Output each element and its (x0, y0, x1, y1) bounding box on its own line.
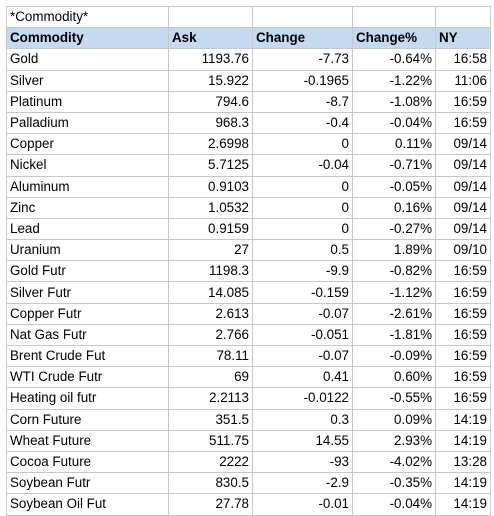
header-change-percent[interactable]: Change% (353, 28, 436, 49)
table-row (7, 303, 491, 324)
change-percent-cell[interactable]: 0.60% (353, 367, 436, 388)
change-percent-cell[interactable]: -1.08% (353, 91, 436, 112)
ny-time-cell[interactable]: 09/14 (436, 176, 491, 197)
change-cell[interactable]: 14.55 (253, 430, 353, 451)
change-cell[interactable]: -0.04 (253, 155, 353, 176)
table-row (7, 91, 491, 112)
change-cell[interactable]: -0.0122 (253, 388, 353, 409)
commodity-name-cell[interactable]: Palladium (7, 112, 169, 133)
table-row (7, 367, 491, 388)
commodity-name-cell[interactable]: Copper Futr (7, 303, 169, 324)
table-row (7, 197, 491, 218)
commodity-name-cell[interactable]: Soybean Futr (7, 473, 169, 494)
change-percent-cell[interactable]: -0.04% (353, 112, 436, 133)
commodity-name-cell[interactable]: Silver Futr (7, 282, 169, 303)
ask-cell[interactable]: 1193.76 (169, 49, 253, 70)
table-row (7, 70, 491, 91)
table-row (7, 409, 491, 430)
ask-cell[interactable]: 14.085 (169, 282, 253, 303)
ny-time-cell[interactable]: 13:28 (436, 451, 491, 472)
commodity-name-cell[interactable]: Nickel (7, 155, 169, 176)
change-percent-cell[interactable]: -0.55% (353, 388, 436, 409)
change-cell[interactable]: -9.9 (253, 261, 353, 282)
ask-cell[interactable]: 2222 (169, 451, 253, 472)
ask-cell[interactable]: 5.7125 (169, 155, 253, 176)
ny-time-cell[interactable]: 14:19 (436, 494, 491, 515)
table-row (7, 324, 491, 345)
change-cell[interactable]: 0 (253, 176, 353, 197)
change-cell[interactable]: -0.01 (253, 494, 353, 515)
table-row (7, 176, 491, 197)
table-row (7, 388, 491, 409)
change-cell[interactable]: 0 (253, 197, 353, 218)
table-row (7, 218, 491, 239)
ny-time-cell[interactable]: 11:06 (436, 70, 491, 91)
change-cell[interactable]: -0.051 (253, 324, 353, 345)
commodity-name-cell[interactable]: Aluminum (7, 176, 169, 197)
ny-time-cell[interactable]: 16:59 (436, 91, 491, 112)
ask-cell[interactable]: 27 (169, 240, 253, 261)
ask-cell[interactable]: 0.9103 (169, 176, 253, 197)
ask-cell[interactable]: 0.9159 (169, 218, 253, 239)
change-cell[interactable]: 0.3 (253, 409, 353, 430)
ny-time-cell[interactable]: 16:59 (436, 367, 491, 388)
title-row (7, 7, 491, 28)
change-percent-cell[interactable]: -2.61% (353, 303, 436, 324)
commodity-name-cell[interactable]: Corn Future (7, 409, 169, 430)
commodity-name-cell[interactable]: Brent Crude Fut (7, 346, 169, 367)
table-row (7, 49, 491, 70)
change-percent-cell[interactable]: -0.64% (353, 49, 436, 70)
change-cell[interactable]: 0 (253, 218, 353, 239)
commodity-name-cell[interactable]: Gold Futr (7, 261, 169, 282)
empty-cell[interactable] (353, 7, 436, 28)
change-percent-cell[interactable]: -0.04% (353, 494, 436, 515)
commodity-name-cell[interactable]: Cocoa Future (7, 451, 169, 472)
change-percent-cell[interactable]: -1.81% (353, 324, 436, 345)
table-row (7, 451, 491, 472)
commodity-name-cell[interactable]: Lead (7, 218, 169, 239)
ask-cell[interactable]: 1198.3 (169, 261, 253, 282)
ny-time-cell[interactable]: 16:59 (436, 324, 491, 345)
ask-cell[interactable]: 1.0532 (169, 197, 253, 218)
change-cell[interactable]: 0.41 (253, 367, 353, 388)
change-cell[interactable]: -0.159 (253, 282, 353, 303)
empty-cell[interactable] (253, 7, 353, 28)
commodity-name-cell[interactable]: Silver (7, 70, 169, 91)
change-cell[interactable]: -0.4 (253, 112, 353, 133)
header-row (7, 28, 491, 49)
change-cell[interactable]: -93 (253, 451, 353, 472)
ask-cell[interactable]: 2.6998 (169, 134, 253, 155)
ny-time-cell[interactable]: 09/10 (436, 240, 491, 261)
ny-time-cell[interactable]: 16:59 (436, 112, 491, 133)
change-percent-cell[interactable]: 0.11% (353, 134, 436, 155)
header-ask[interactable]: Ask (169, 28, 253, 49)
ask-cell[interactable]: 69 (169, 367, 253, 388)
commodity-name-cell[interactable]: Nat Gas Futr (7, 324, 169, 345)
header-change[interactable]: Change (253, 28, 353, 49)
change-percent-cell[interactable]: -1.22% (353, 70, 436, 91)
commodity-name-cell[interactable]: Soybean Oil Fut (7, 494, 169, 515)
change-percent-cell[interactable]: -0.05% (353, 176, 436, 197)
change-percent-cell[interactable]: -0.82% (353, 261, 436, 282)
commodity-name-cell[interactable]: Heating oil futr (7, 388, 169, 409)
ny-time-cell[interactable]: 09/14 (436, 155, 491, 176)
commodity-name-cell[interactable]: Wheat Future (7, 430, 169, 451)
ask-cell[interactable]: 794.6 (169, 91, 253, 112)
ask-cell[interactable]: 78.11 (169, 346, 253, 367)
change-percent-cell[interactable]: 1.89% (353, 240, 436, 261)
change-percent-cell[interactable]: 2.93% (353, 430, 436, 451)
change-percent-cell[interactable]: -4.02% (353, 451, 436, 472)
ask-cell[interactable]: 511.75 (169, 430, 253, 451)
table-row (7, 134, 491, 155)
sheet-title-cell[interactable]: *Commodity* (7, 7, 169, 28)
ask-cell[interactable]: 968.3 (169, 112, 253, 133)
change-percent-cell[interactable]: -0.71% (353, 155, 436, 176)
ask-cell[interactable]: 830.5 (169, 473, 253, 494)
ny-time-cell[interactable]: 14:19 (436, 473, 491, 494)
ask-cell[interactable]: 2.766 (169, 324, 253, 345)
commodity-name-cell[interactable]: Uranium (7, 240, 169, 261)
change-percent-cell[interactable]: -0.09% (353, 346, 436, 367)
table-row (7, 155, 491, 176)
ny-time-cell[interactable]: 16:59 (436, 261, 491, 282)
change-percent-cell[interactable]: 0.09% (353, 409, 436, 430)
ask-cell[interactable]: 15.922 (169, 70, 253, 91)
change-percent-cell[interactable]: -0.27% (353, 218, 436, 239)
table-row (7, 112, 491, 133)
header-commodity[interactable]: Commodity (7, 28, 169, 49)
table-row (7, 240, 491, 261)
commodity-name-cell[interactable]: Zinc (7, 197, 169, 218)
change-percent-cell[interactable]: -0.35% (353, 473, 436, 494)
empty-cell[interactable] (169, 7, 253, 28)
table-row (7, 282, 491, 303)
ask-cell[interactable]: 2.2113 (169, 388, 253, 409)
ny-time-cell[interactable]: 09/14 (436, 197, 491, 218)
commodity-name-cell[interactable]: Gold (7, 49, 169, 70)
table-row (7, 473, 491, 494)
commodity-name-cell[interactable]: Copper (7, 134, 169, 155)
ny-time-cell[interactable]: 16:58 (436, 49, 491, 70)
ny-time-cell[interactable]: 16:59 (436, 282, 491, 303)
ny-time-cell[interactable]: 16:59 (436, 388, 491, 409)
change-percent-cell[interactable]: -1.12% (353, 282, 436, 303)
ny-time-cell[interactable]: 16:59 (436, 303, 491, 324)
table-row (7, 346, 491, 367)
change-cell[interactable]: -0.07 (253, 303, 353, 324)
ny-time-cell[interactable]: 09/14 (436, 218, 491, 239)
ny-time-cell[interactable]: 16:59 (436, 346, 491, 367)
ny-time-cell[interactable]: 14:19 (436, 430, 491, 451)
ask-cell[interactable]: 351.5 (169, 409, 253, 430)
change-cell[interactable]: -2.9 (253, 473, 353, 494)
change-cell[interactable]: -0.07 (253, 346, 353, 367)
table-row (7, 261, 491, 282)
commodity-table (6, 6, 491, 516)
change-cell[interactable]: -8.7 (253, 91, 353, 112)
ask-cell[interactable]: 2.613 (169, 303, 253, 324)
change-cell[interactable]: -0.1965 (253, 70, 353, 91)
commodity-name-cell[interactable]: WTI Crude Futr (7, 367, 169, 388)
change-cell[interactable]: 0 (253, 134, 353, 155)
change-percent-cell[interactable]: 0.16% (353, 197, 436, 218)
ask-cell[interactable]: 27.78 (169, 494, 253, 515)
ny-time-cell[interactable]: 09/14 (436, 134, 491, 155)
change-cell[interactable]: 0.5 (253, 240, 353, 261)
change-cell[interactable]: -7.73 (253, 49, 353, 70)
empty-cell[interactable] (436, 7, 491, 28)
ny-time-cell[interactable]: 14:19 (436, 409, 491, 430)
table-row (7, 430, 491, 451)
header-ny[interactable]: NY (436, 28, 491, 49)
commodity-name-cell[interactable]: Platinum (7, 91, 169, 112)
